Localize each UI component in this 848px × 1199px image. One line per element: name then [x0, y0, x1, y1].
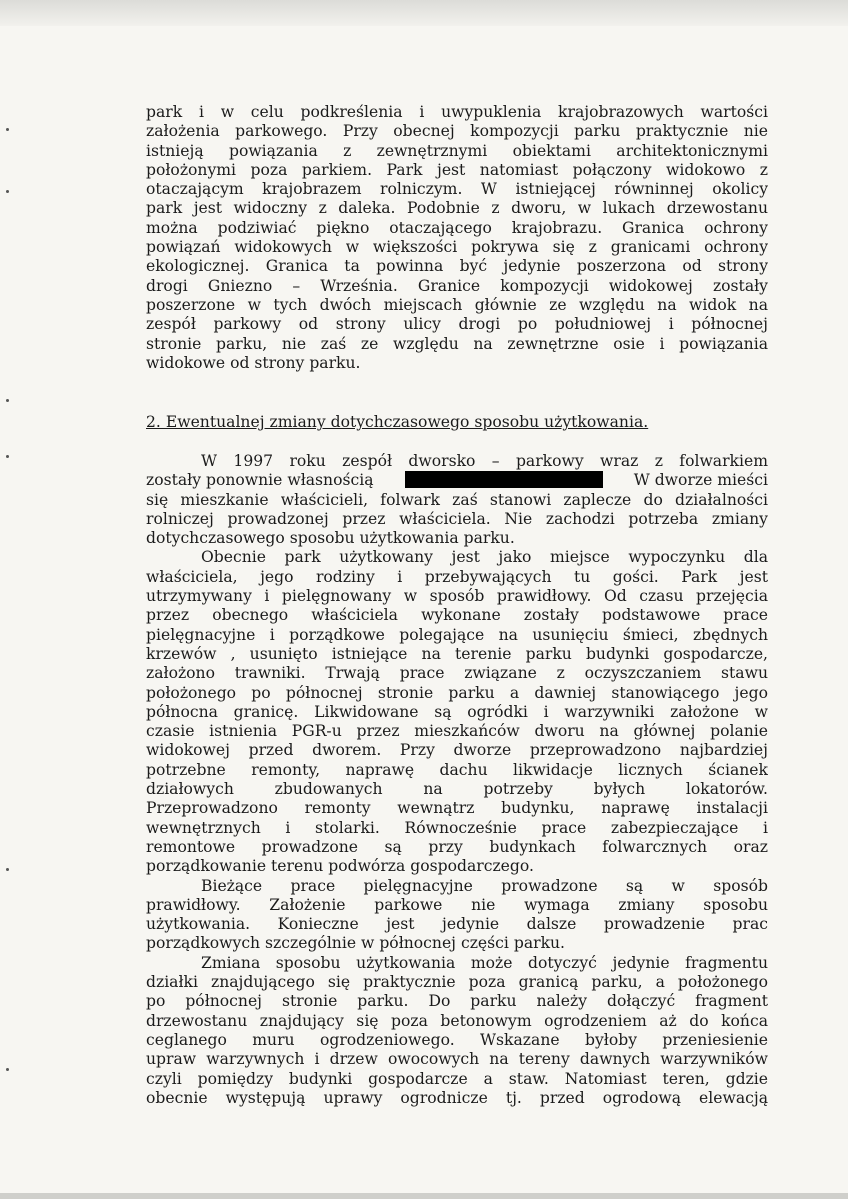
text-line: założono trawniki. Trwają prace związane z oczyszczaniem stawu [146, 664, 768, 683]
text-line: otaczającym krajobrazem rolniczym. W istniejącej równinnej okolicy [146, 180, 768, 199]
text-line: Przeprowadzono remonty wewnątrz budynku, naprawę instalacji [146, 799, 768, 818]
text-line: Obecnie park użytkowany jest jako miejsce wypoczynku dla [201, 548, 768, 567]
text-line: czasie istnienia PGR-u przez mieszkańców dworu na głównej polanie [146, 722, 768, 741]
margin-dot [6, 128, 9, 131]
text-line: północna granicę. Likwidowane są ogródki i warzywniki założone w [146, 702, 768, 721]
text-line: obecnie występują uprawy ogrodnicze tj. przed ogrodową elewacją [146, 1088, 768, 1107]
text-line: można podziwiać piękno otaczającego krajobrazu. Granica ochrony [146, 218, 768, 237]
text-line: widokowe od strony parku. [146, 353, 361, 372]
text-line: potrzebne remonty, naprawę dachu likwidacje licznych ścianek [146, 760, 768, 779]
text-line: drogi Gniezno – Września. Granice kompozycji widokowej zostały [146, 276, 768, 295]
text-line: park jest widoczny z daleka. Podobnie z dworu, w lukach drzewostanu [146, 199, 768, 218]
text-line: porządkowanie terenu podwórza gospodarczego. [146, 857, 534, 876]
text-line: istnieją powiązania z zewnętrznymi obiektami architektonicznymi [146, 141, 768, 160]
text-line: położonego po północnej stronie parku a dawniej stanowiącego jego [146, 683, 768, 702]
text-line: krzewów , usunięto istniejące na terenie parku budynki gospodarcze, [146, 644, 768, 663]
text-line: Bieżące prace pielęgnacyjne prowadzone są w sposób [201, 876, 768, 895]
text-line: W 1997 roku zespół dworsko – parkowy wraz z folwarkiem [201, 452, 768, 470]
text-line: upraw warzywnych i drzew owocowych na tereny dawnych warzywników [146, 1050, 768, 1069]
text-line: rolniczej prowadzonej przez właściciela. Nie zachodzi potrzeba zmiany [146, 509, 768, 528]
text-line: widokowej przed dworem. Przy dworze przeprowadzono najbardziej [146, 741, 768, 760]
text-line: ceglanego muru ogrodzeniowego. Wskazane byłoby przeniesienie [146, 1030, 768, 1049]
margin-dot [6, 190, 9, 193]
margin-dot [6, 399, 9, 402]
text-line: położonymi poza parkiem. Park jest natomiast połączony widokowo z [146, 160, 768, 179]
text-line: Zmiana sposobu użytkowania może dotyczyć jedynie fragmentu [201, 953, 768, 972]
text-line: właściciela, jego rodziny i przebywających tu gości. Park jest [146, 567, 768, 586]
section2-heading: 2. Ewentualnej zmiany dotychczasowego sposobu użytkowania. [146, 413, 649, 431]
text-line: stronie parku, nie zaś ze względu na zewnętrzne osie i powiązania [146, 334, 768, 353]
section1-paragraph [146, 103, 768, 373]
text-line: powiązań widokowych w większości pokrywa się z granicami ochrony [146, 238, 768, 257]
text-line: działowych zbudowanych na potrzeby byłych lokatorów. [146, 780, 768, 799]
scan-top-edge [0, 0, 848, 26]
text-line: pielęgnacyjne i porządkowe polegające na usunięciu śmieci, zbędnych [146, 625, 768, 644]
redaction-block [405, 471, 603, 488]
text-line: zespół parkowy od strony ulicy drogi po południowej i północnej [146, 315, 768, 334]
margin-dot [6, 1068, 9, 1071]
margin-dot [6, 868, 9, 871]
text-line: założenia parkowego. Przy obecnej kompozycji parku praktycznie nie [146, 122, 768, 141]
text-fragment: W dworze mieści [633, 471, 768, 490]
text-line: remontowe prowadzone są przy budynkach folwarcznych oraz [146, 837, 768, 856]
text-line: ekologicznej. Granica ta powinna być jedynie poszerzona od strony [146, 257, 768, 276]
text-line-redacted [146, 471, 768, 490]
text-line: czyli pomiędzy budynki gospodarcze a staw. Natomiast teren, gdzie [146, 1069, 768, 1088]
text-line: wewnętrznych i stolarki. Równocześnie prace zabezpieczające i [146, 818, 768, 837]
text-line: poszerzone w tych dwóch miejscach głównie ze względu na widok na [146, 295, 768, 314]
text-line: prawidłowy. Założenie parkowe nie wymaga zmiany sposobu [146, 895, 768, 914]
text-fragment: zostały ponownie własnością [146, 471, 374, 490]
scan-bottom-edge [0, 1193, 848, 1199]
text-line: się mieszkanie właścicieli, folwark zaś stanowi zaplecze do działalności [146, 490, 768, 509]
text-line: użytkowania. Konieczne jest jedynie dalsze prowadzenie prac [146, 915, 768, 934]
text-line: działki znajdującego się praktycznie poza granicą parku, a położonego [146, 973, 768, 992]
section2-body [146, 452, 768, 1108]
text-line: utrzymywany i pielęgnowany w sposób prawidłowy. Od czasu przejęcia [146, 587, 768, 606]
margin-dot [6, 455, 9, 458]
text-line: park i w celu podkreślenia i uwypuklenia krajobrazowych wartości [146, 103, 768, 121]
text-line: dotychczasowego sposobu użytkowania parku. [146, 529, 515, 548]
text-line: porządkowych szczególnie w północnej części parku. [146, 934, 566, 953]
text-line: przez obecnego właściciela wykonane zostały podstawowe prace [146, 606, 768, 625]
text-line: drzewostanu znajdujący się poza betonowym ogrodzeniem aż do końca [146, 1011, 768, 1030]
text-line: po północnej stronie parku. Do parku należy dołączyć fragment [146, 992, 768, 1011]
